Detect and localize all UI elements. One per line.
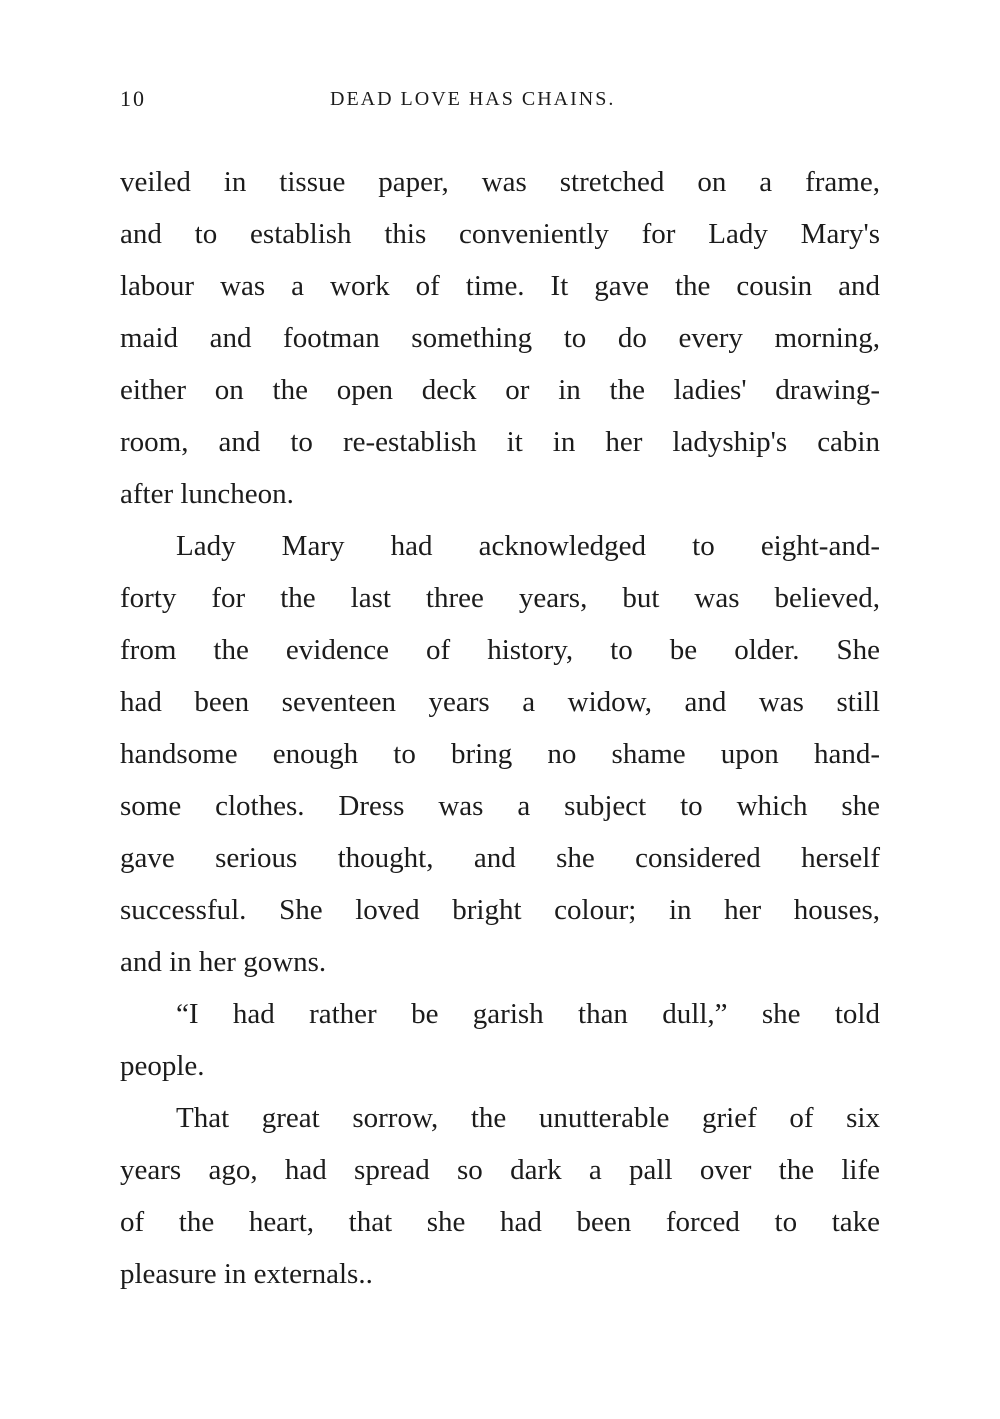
text-line: successful. She loved bright colour; in her houses, (120, 894, 880, 926)
text-line: some clothes. Dress was a subject to which she (120, 790, 880, 822)
text-line: had been seventeen years a widow, and was still (120, 686, 880, 718)
text-line: handsome enough to bring no shame upon hand- (120, 738, 880, 770)
text-line: from the evidence of history, to be older. She (120, 634, 880, 666)
text-line: after luncheon. (120, 478, 294, 510)
text-line: years ago, had spread so dark a pall over the life (120, 1154, 880, 1186)
text-line: gave serious thought, and she considered herself (120, 842, 880, 874)
text-line: room, and to re-establish it in her ladyship's cabin (120, 426, 880, 458)
page-number: 10 (120, 86, 146, 111)
text-line: forty for the last three years, but was believed, (120, 582, 880, 614)
text-line: people. (120, 1050, 205, 1082)
text-line: Lady Mary had acknowledged to eight-and- (176, 530, 880, 562)
text-line: pleasure in externals.. (120, 1258, 373, 1290)
text-line: “I had rather be garish than dull,” she told (176, 998, 880, 1030)
running-title: DEAD LOVE HAS CHAINS. (330, 88, 616, 110)
text-line: veiled in tissue paper, was stretched on a frame, (120, 166, 880, 198)
text-line: of the heart, that she had been forced to take (120, 1206, 880, 1238)
text-line: and to establish this conveniently for Lady Mary's (120, 218, 880, 250)
text-line: labour was a work of time. It gave the cousin and (120, 270, 880, 302)
text-line: maid and footman something to do every morning, (120, 322, 880, 354)
running-head (120, 86, 880, 118)
text-line: and in her gowns. (120, 946, 327, 978)
body-text (120, 156, 880, 1300)
text-line: That great sorrow, the unutterable grief of six (176, 1102, 880, 1134)
text-line: either on the open deck or in the ladies' drawing- (120, 374, 880, 406)
